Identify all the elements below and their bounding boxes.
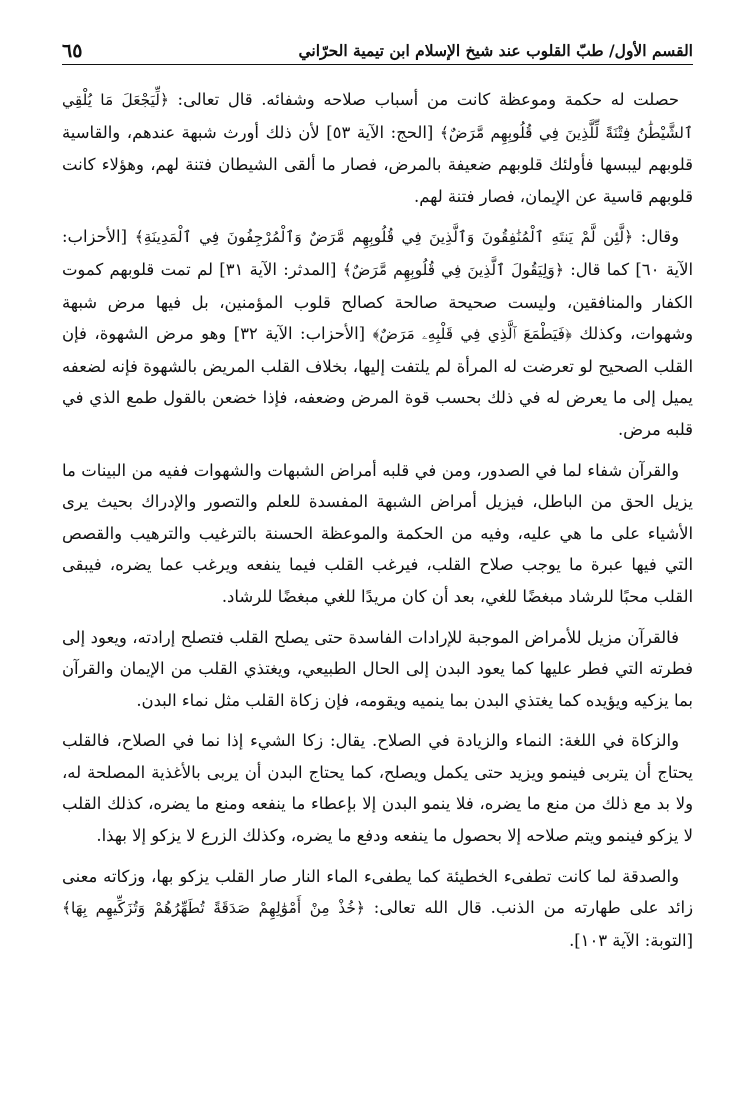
paragraph-4 bbox=[62, 622, 693, 717]
quran-verse: ﴿وَلِيَقُولَ ٱلَّذِينَ فِي قُلُوبِهِم مَّرَضٌ﴾ bbox=[342, 260, 564, 279]
paragraph-text: [المدثر: الآية ٣١] لم تمت قلوبهم كموت الكفار والمنافقين، وليست صحيحة صالحة كصالح قلوب المؤمنين، بل فيها مرض شبهة وشهوات، وكذلك bbox=[62, 259, 693, 344]
page-header bbox=[62, 34, 693, 65]
paragraph-text: والصدقة لما كانت تطفىء الخطيئة كما يطفىء الماء النار صار القلب يزكو بها، وزكاته معنى زائد على طهارته من الذنب. قال الله تعالى: bbox=[62, 866, 693, 918]
paragraph-5 bbox=[62, 725, 693, 851]
paragraph-text: والقرآن شفاء لما في الصدور، ومن في قلبه أمراض الشبهات والشهوات ففيه من البينات ما يزيل الحق من الباطل، فيزيل أمراض الشبهة المفسدة للعلم والتصور والإدراك بحيث يرى الأشياء على ما هي عليه، وفيه من الحكمة والموعظة الحسنة بالترغيب والترهيب والقصص التي فيها عبرة ما يوجب صلاح القلب، فيرغب القلب فيما ينفعه ويرغب عما يضره، فيبقى القلب محبًا للرشاد مبغضًا للغي، بعد أن كان مريدًا للغي مبغضًا للرشاد. bbox=[62, 460, 693, 606]
paragraph-text: والزكاة في اللغة: النماء والزيادة في الصلاح. يقال: زكا الشيء إذا نما في الصلاح، فالقلب يحتاج أن يتربى فينمو ويزيد حتى يكمل ويصلح، كما يحتاج البدن أن يربى بالأغذية المصلحة له، ولا بد مع ذلك من منع ما يضره، فلا ينمو البدن إلا بإعطاء ما ينفعه ومنع ما يضره، كذلك القلب لا يزكو فينمو ويتم صلاحه إلا بحصول ما ينفعه ودفع ما يضره، وكذلك الزرع لا يزكو إلا بهذا. bbox=[62, 731, 693, 846]
paragraph-text: [الحج: الآية ٥٣] لأن ذلك أورث شبهة عندهم، والقاسية قلوبهم ليبسها فأولئك قلوبهم ضعيفة بالمرض، فصار ما ألقى الشيطان فتنة لهم، وهؤلاء كانت قلوبهم قاسية عن الإيمان، فصار فتنة لهم. bbox=[62, 122, 693, 206]
paragraph-text: حصلت له حكمة وموعظة كانت من أسباب صلاحه وشفائه. قال تعالى: bbox=[168, 90, 679, 109]
paragraph-text: [الأحزاب: الآية ٣٢] وهو مرض الشهوة، فإن القلب الصحيح لو تعرضت له المرأة لم يلتفت إليها، بخلاف القلب المريض بالشهوة فإنه لضعفه يميل إلى ما يعرض له في ذلك بحسب قوة المرض وضعفه، فإذا خضعن بالقول طمع الذي في قلبه مرض. bbox=[62, 324, 693, 439]
paragraph-2 bbox=[62, 221, 693, 445]
paragraph-text: [الأحزاب: الآية ٦٠] كما قال: bbox=[62, 227, 693, 279]
paragraph-text: [التوبة: الآية ١٠٣]. bbox=[569, 930, 693, 950]
paragraph-1 bbox=[62, 84, 693, 212]
quran-verse: ﴿فَيَطْمَعَ ٱلَّذِي فِي قَلْبِهِۦ مَرَضٌ﴾ bbox=[372, 325, 572, 344]
paragraph-3 bbox=[62, 455, 693, 613]
paragraph-6 bbox=[62, 861, 693, 957]
quran-verse: ﴿لَّئِن لَّمْ يَنتَهِ ٱلْمُنَٰفِقُونَ وَٱلَّذِينَ فِي قُلُوبِهِم مَّرَضٌ وَٱلْمُرْجِفُونَ فِي ٱلْمَدِينَةِ﴾ bbox=[134, 228, 634, 247]
paragraph-text: وقال: bbox=[633, 227, 679, 247]
running-title: القسم الأول/ طبّ القلوب عند شيخ الإسلام ابن تيمية الحرّاني bbox=[298, 41, 693, 60]
quran-verse: ﴿لِّيَجْعَلَ مَا يُلْقِي ٱلشَّيْطَٰنُ فِتْنَةً لِّلَّذِينَ فِي قُلُوبِهِم مَّرَضٌ﴾ bbox=[62, 91, 693, 142]
paragraph-text: فالقرآن مزيل للأمراض الموجبة للإرادات الفاسدة حتى يصلح القلب فتصلح إرادته، ويعود إلى فطرته التي فطر عليها كما يعود البدن إلى الحال الطبيعي، ويغتذي القلب من الإيمان والقرآن بما يزكيه ويؤيده كما يغتذي البدن بما ينميه ويقومه، فإن زكاة القلب مثل نماء البدن. bbox=[62, 627, 693, 710]
quran-verse: ﴿خُذْ مِنْ أَمْوَٰلِهِمْ صَدَقَةً تُطَهِّرُهُمْ وَتُزَكِّيهِم بِهَا﴾ bbox=[62, 899, 365, 918]
page-number: ٦٥ bbox=[62, 40, 83, 62]
page-body bbox=[62, 84, 693, 965]
